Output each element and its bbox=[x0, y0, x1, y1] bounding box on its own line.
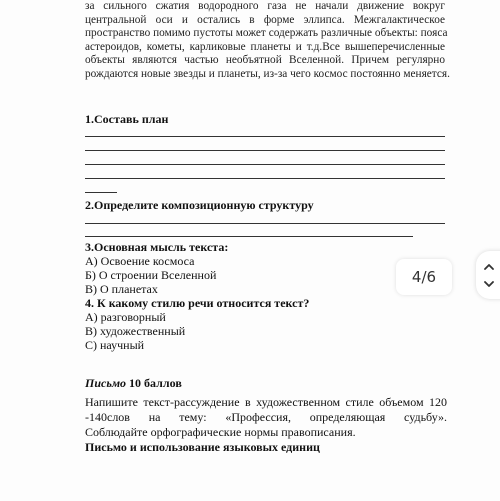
chevron-up-icon[interactable] bbox=[484, 263, 494, 273]
page-indicator: 4/6 bbox=[396, 259, 452, 295]
next-section-heading: Письмо и использование языковых единиц bbox=[85, 440, 320, 454]
answer-line bbox=[85, 223, 445, 224]
task4-option: С) научный bbox=[85, 338, 145, 352]
answer-line bbox=[85, 136, 445, 137]
writing-line: -140слов на тему: «Профессия, определяющая судьбу». bbox=[85, 410, 447, 424]
task3-option: А) Освоение космоса bbox=[85, 254, 195, 268]
page-nav-control[interactable] bbox=[476, 251, 500, 299]
paragraph-line: объекты являются частью необъятной Вселенной. Причем регулярно bbox=[85, 54, 445, 67]
answer-line bbox=[85, 236, 413, 237]
text-paragraph bbox=[85, 0, 450, 82]
writing-line: Соблюдайте орфографические нормы правописания. bbox=[85, 425, 356, 439]
writing-title-rest: 10 баллов bbox=[126, 376, 182, 390]
task3-heading: 3.Основная мысль текста: bbox=[85, 240, 229, 254]
answer-line bbox=[85, 178, 445, 179]
answer-line bbox=[85, 150, 445, 151]
task4-option: А) разговорный bbox=[85, 310, 166, 324]
task3-option: В) О планетах bbox=[85, 282, 158, 296]
writing-task-text bbox=[85, 395, 447, 440]
writing-title bbox=[85, 376, 182, 391]
task2-heading: 2.Определите композиционную структуру bbox=[85, 198, 314, 212]
task3-option: Б) О строении Вселенной bbox=[85, 268, 217, 282]
paragraph-line: центральной оси и остались в форме эллипса. Межгалактическое bbox=[85, 13, 445, 26]
writing-title-italic: Письмо bbox=[85, 376, 127, 390]
answer-line bbox=[85, 192, 117, 193]
task4-heading: 4. К какому стилю речи относится текст? bbox=[85, 296, 310, 310]
paragraph-line: за сильного сжатия водородного газа не начали движение вокруг bbox=[85, 0, 445, 12]
answer-line bbox=[85, 164, 445, 165]
paragraph-line: пространство помимо пустоты может содержать различные объекты: пояса bbox=[85, 27, 448, 40]
writing-line: Напишите текст-рассуждение в художественном стиле объемом 120 bbox=[85, 395, 447, 409]
paragraph-line: рождаются новые звезды и планеты, из-за чего космос постоянно меняется. bbox=[85, 67, 450, 80]
paragraph-line: астероидов, кометы, карликовые планеты и т.д.Все вышеперечисленные bbox=[85, 40, 445, 53]
chevron-down-icon[interactable] bbox=[484, 280, 494, 290]
task4-option: В) художественный bbox=[85, 324, 186, 338]
task1-heading: 1.Составь план bbox=[85, 112, 169, 126]
